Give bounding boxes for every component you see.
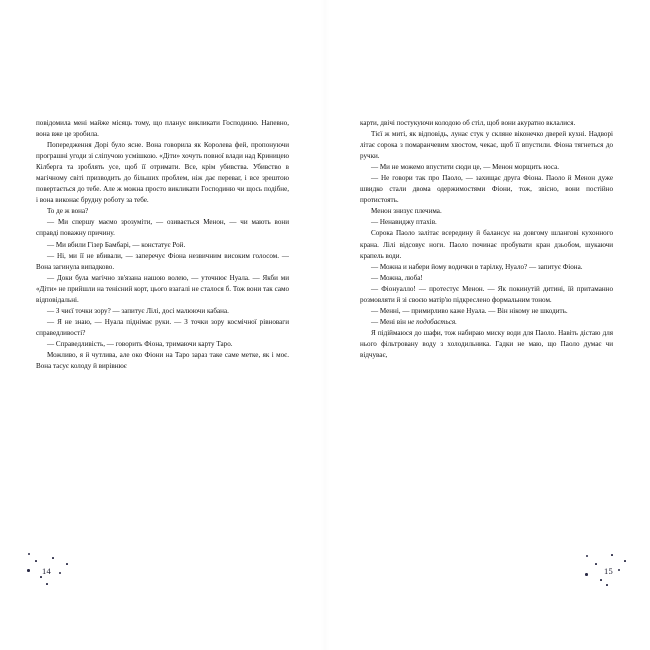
- dialogue-line: — Ні, ми її не вбивали, — заперечує Фіона незвичним високим голосом. — Вона загинула випадково.: [36, 251, 289, 271]
- page-number-left: 14: [42, 566, 51, 576]
- paragraph: То де ж вона?: [47, 207, 89, 216]
- page-number-right: 15: [604, 566, 613, 576]
- paragraph: Менон знизує плечима.: [371, 207, 442, 216]
- dialogue-line: — Ми спершу маємо зрозуміти, — озивається Менон, — чи мають вони справді поважну причину.: [36, 218, 289, 238]
- left-page-text-column: [36, 118, 289, 372]
- dialogue-text: — Мені він: [371, 317, 406, 326]
- dialogue-line: — Я не знаю, — Нуала піднімає руки. — З точки зору космічної рівноваги справедливості?: [36, 317, 289, 337]
- dialogue-line: — Ми вбили Гізер Бамбарі, — констатує Рой.: [47, 240, 186, 249]
- paragraph: Сорока Паоло залітає всередину й балансує на довгому шлангові кухонного крана. Лілі відсовує ноги. Паоло починає пробувати кран дзьобом, шукаючи крапель води.: [360, 229, 613, 260]
- dialogue-line: — Фіонуалло! — протестує Менон. — Як покинутій дитині, їй притаманно розмовляти й зі своєю матір'ю підкреслено формальним тоном.: [360, 284, 613, 304]
- dialogue-line: — Менні, — примирливо каже Нуала. — Він нікому не шкодить.: [371, 306, 568, 315]
- dialogue-line: — Можна и набери йому водички в тарілку, Нуало? — запитує Фіона.: [371, 262, 583, 271]
- dialogue-line: [360, 317, 613, 328]
- dialogue-line: — Ненавиджу птахів.: [371, 218, 437, 227]
- dialogue-line: — Не говори так про Паоло, — захищає друга Фіона. Паоло й Менон дуже швидко стали двома одержимостями Фіони, тож, звісно, вони постійно протистоять.: [360, 174, 613, 205]
- paragraph: повідомила мені майже місяць тому, що планує викликати Господиню. Напевно, вона вже це зробила.: [36, 119, 289, 139]
- dialogue-line: — З чиєї точки зору? — запитує Лілі, досі малюючи кабана.: [47, 306, 229, 315]
- paragraph: карти, двічі постукуючи колодою об стіл, щоб вони акуратно вклалися.: [360, 119, 576, 127]
- paragraph: Тієї ж миті, як відповідь, лунає стук у скляне віконечко дверей кухні. Надворі літає сорока з помаранчевим хвостом, чекає, щоб її впустили. Фіона тягнеться до ручки.: [360, 130, 613, 161]
- dialogue-line: — Доки була магічно зв'язана нашою волею, — уточнює Нуала. — Якби ми «Діти» не прийшли на тенісний корт, цього взагалі не сталося б. Тож вони так само відповідальні.: [36, 273, 289, 304]
- right-page-text-column: [360, 118, 613, 361]
- paragraph: Я підіймаюся до шафи, тож набираю миску води для Паоло. Навіть дістаю для нього фільтровану воду з холодильника. Гадки не маю, що Паоло думає чи відчуває,: [360, 328, 613, 359]
- paragraph: Попередження Дорі було ясне. Вона говорила як Королева фей, пропонуючи програшні угоди зі сліпучою усмішкою. «Діти» хочуть повної влади над Криницею Кілберга та зроблять усе, щоб її отримати. Все, крім убивства. Убивство в магічному світі призводить до більших проблем, ніж дає переваг, і все зрештою повертається до тебе. Але ж можна просто викликати Господиню чи щось подібне, і вона виконає брудну роботу за тебе.: [36, 141, 289, 205]
- dialogue-line: — Можна, люба!: [371, 273, 423, 282]
- dialogue-line: — Справедливість, — говорить Фіона, тримаючи карту Таро.: [47, 339, 233, 348]
- gutter-shadow: [320, 0, 330, 650]
- dialogue-line: — Ми не можемо впустити сюди це, — Менон морщить носа.: [371, 163, 560, 172]
- emphasis-text: не подобається.: [405, 317, 457, 326]
- paragraph: Можливо, я й чутлива, але око Фіони на Таро зараз таке саме метке, як і моє. Вона тасує колоду й вирівнює: [36, 350, 289, 371]
